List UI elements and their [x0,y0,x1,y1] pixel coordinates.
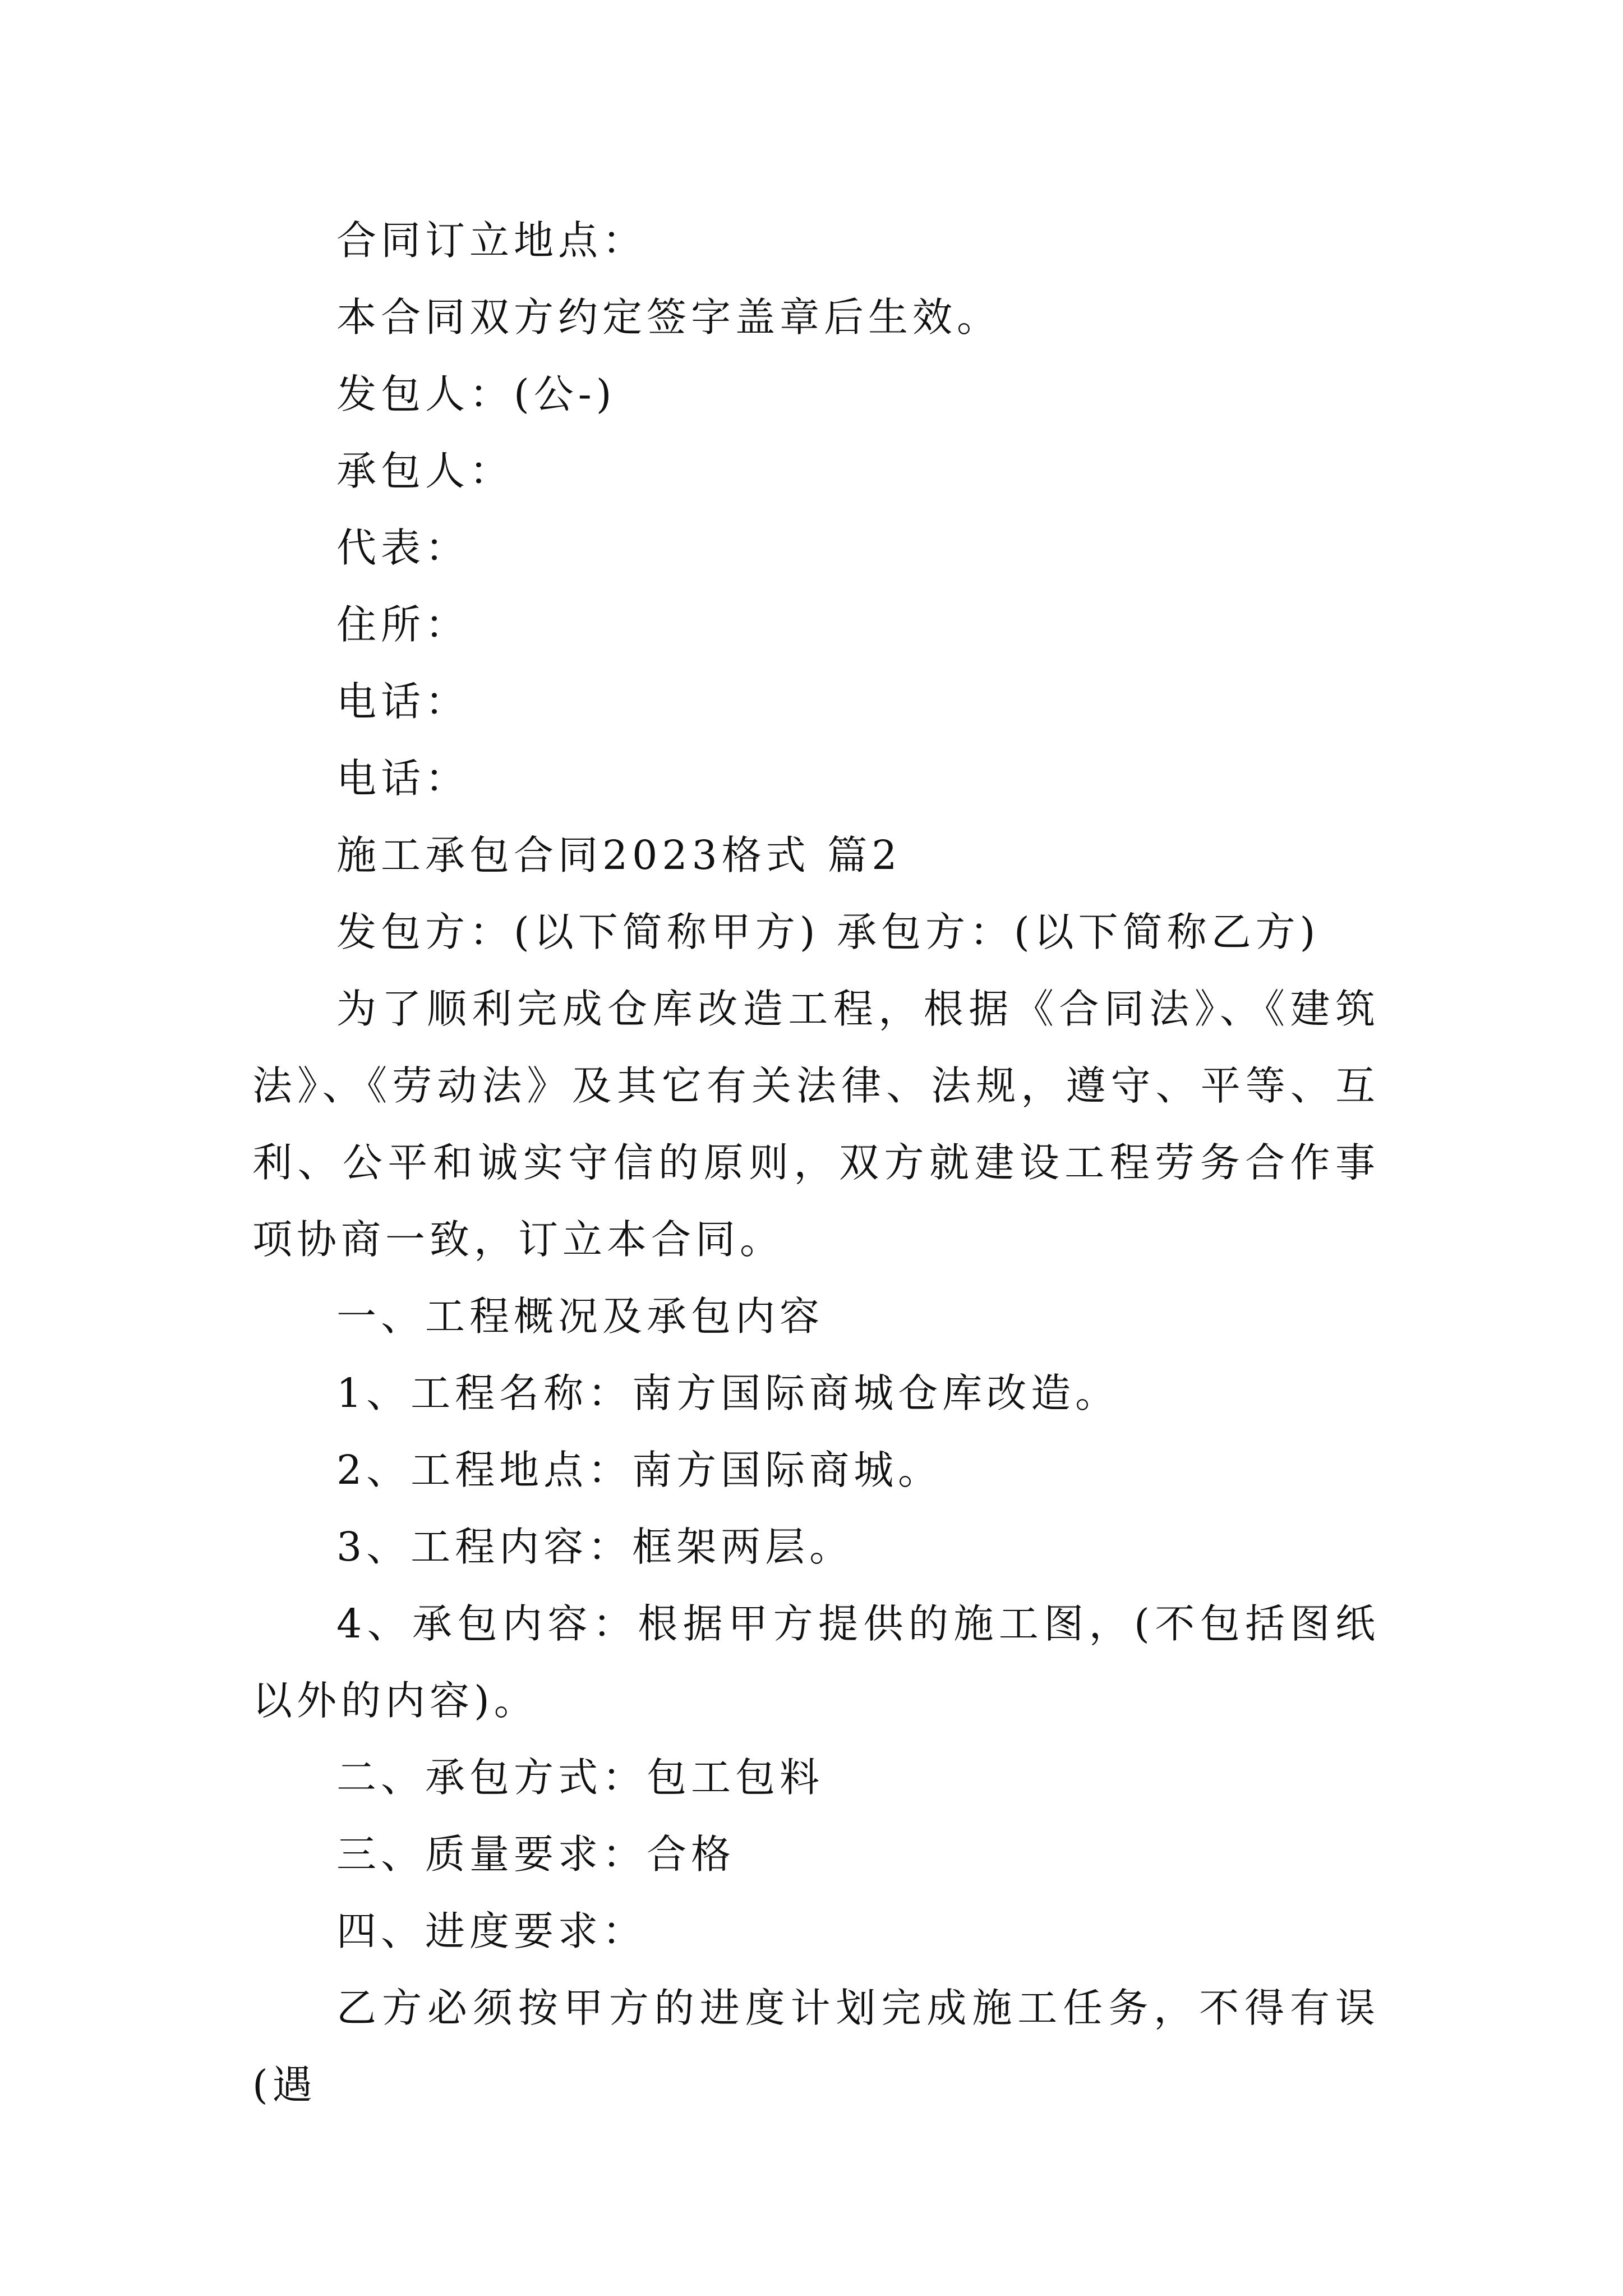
article-1-item-3: 3、工程内容：框架两层。 [336,1524,854,1570]
article-3-line: 三、质量要求：合格 [336,1831,736,1878]
article-1-heading: 一、工程概况及承包内容 [336,1293,824,1340]
effective-clause: 本合同双方约定签字盖章后生效。 [336,294,1002,341]
contract-place-line: 合同订立地点： [336,217,647,264]
phone-line-2: 电话： [336,755,470,802]
article-4-heading: 四、进度要求： [336,1908,647,1954]
article-1-item-2: 2、工程地点：南方国际商城。 [336,1447,943,1493]
employer-line: 发包人：(公-) [336,371,616,417]
representative-line: 代表： [336,524,470,571]
article-4-body: 乙方必须按甲方的进度计划完成施工任务，不得有误(遇 [252,1985,1380,2108]
address-line: 住所： [336,601,470,648]
article-2-line: 二、承包方式：包工包料 [336,1754,824,1801]
article-1-item-4: 4、承包内容：根据甲方提供的施工图，(不包括图纸以外的内容)。 [252,1600,1380,1724]
preamble-paragraph: 为了顺利完成仓库改造工程，根据《合同法》、《建筑法》、《劳动法》及其它有关法律、法规，遵守、平等、互利、公平和诚实守信的原则，双方就建设工程劳务合作事项协商一致，订立本合同。 [252,986,1380,1263]
document-body [252,202,1380,2123]
article-1-item-1: 1、工程名称：南方国际商城仓库改造。 [336,1370,1120,1416]
section-heading: 施工承包合同2023格式 篇2 [336,832,902,878]
parties-line: 发包方：(以下简称甲方) 承包方：(以下简称乙方) [336,909,1320,955]
phone-line-1: 电话： [336,678,470,725]
contractor-line: 承包人： [336,448,514,494]
